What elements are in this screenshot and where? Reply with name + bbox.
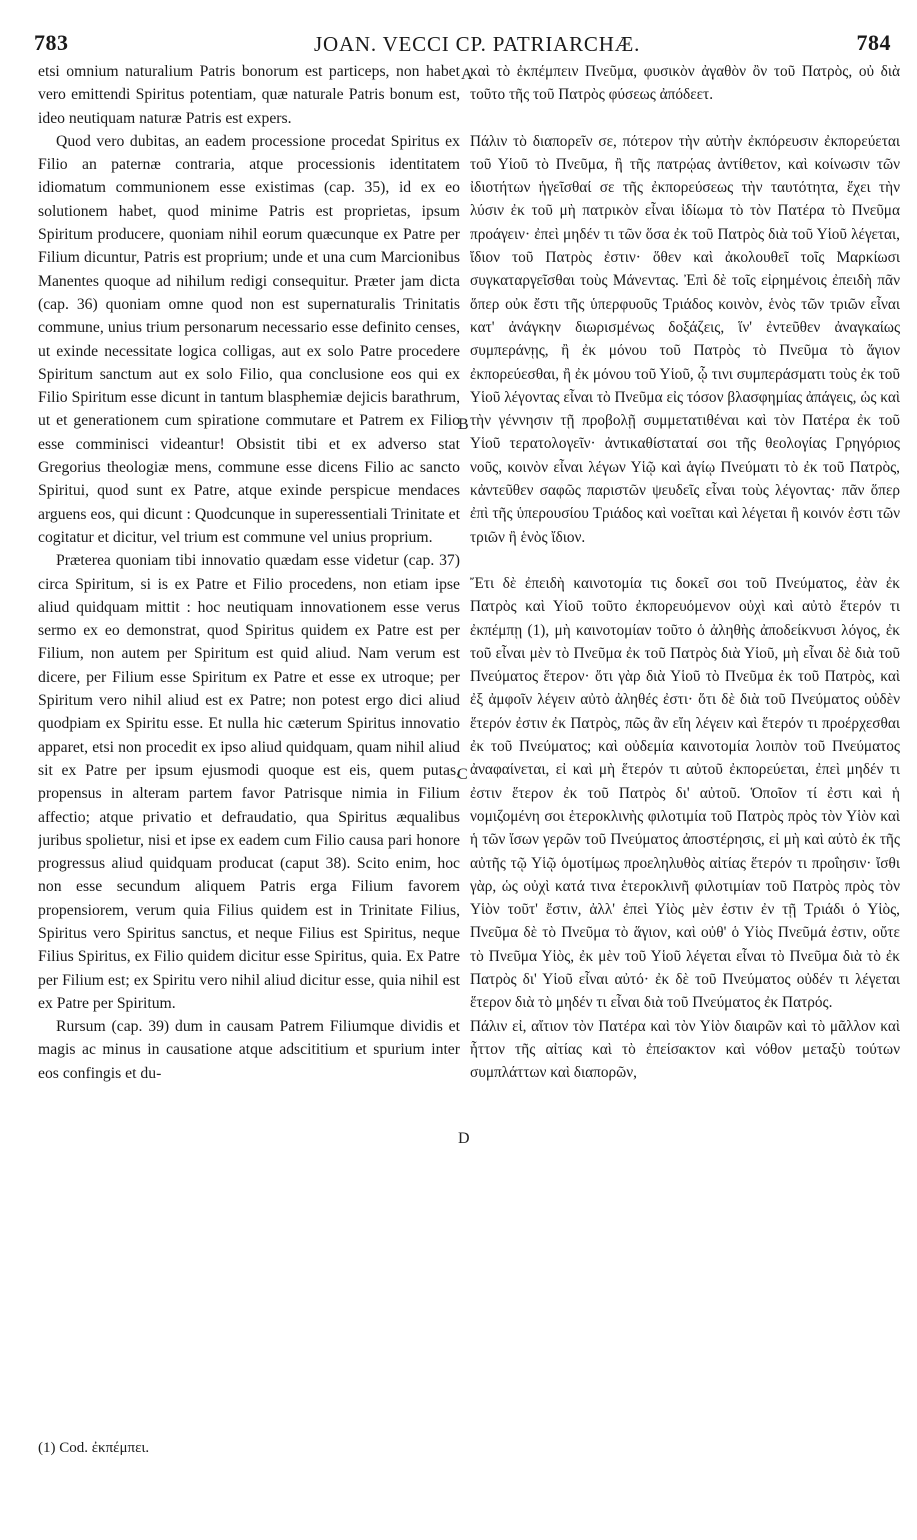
greek-column	[470, 60, 900, 1430]
greek-paragraph: καὶ τὸ ἐκπέμπειν Πνεῦμα, φυσικὸν ἀγαθὸν ὂν τοῦ Πατρὸς, οὐ διὰ τοῦτο τῆς τοῦ Πατρὸς φύσεως ἀπόδεετ.	[470, 63, 900, 104]
latin-paragraph: Rursum (cap. 39) dum in causam Patrem Filiumque dividis et magis ac minus in causatione atque adscititium et spurium inter eos confingis et du-	[38, 1018, 460, 1082]
greek-paragraph: Πάλιν εἰ, αἴτιον τὸν Πατέρα καὶ τὸν Υἱὸν διαιρῶν καὶ τὸ μᾶλλον καὶ ἧττον τῆς αἰτίας καὶ τὸ ἐπείσακτον καὶ νόθον μεταξὺ τούτων συμπλάττων καὶ διαπορῶν,	[470, 1017, 900, 1082]
latin-paragraph: Quod vero dubitas, an eadem processione procedat Spiritus ex Filio an paternæ contraria, atque processionis identitatem idiomatum communionem esse existimas (cap. 35), id ex eo solutionem habet, quod minime Patris est proprietas, ipsum Spiritum producere, quoniam nihil eorum quæcunque ex Patre per Filium dicuntur, Patris est proprium; unde et una cum Marcionibus Manentes quoque ad nihilum redigi consequitur. Præter jam dicta (cap. 36) quoniam omne quod non est supernaturalis Trinitatis commune, unius trium personarum necessario esse definito censes, ut exinde necessitate logica colligas, aut ex solo Patre procedere Spiritum sanctum aut ex solo Filio, qua conclusione eos qui ex Filio Spiritum esse dicunt in tantum blasphemiæ dejicis barathrum, ut et generationem cum spiratione commutare et Patrem ex Filio esse comminisci videantur! Obsistit tibi et ex adverso stat Gregorius theologiæ mens, commune esse dicens Filio ac sancto Spiritui, quod sunt ex Patre, atque exinde perspicue mendaces arguens eos, qui dicunt : Quodcunque in superessentiali Trinitate et cogitatur et dicitur, vel trium est commune vel unius proprium.	[38, 132, 460, 546]
greek-paragraph: Ἔτι δὲ ἐπειδὴ καινοτομία τις δοκεῖ σοι τοῦ Πνεύματος, ἐὰν ἐκ Πατρὸς καὶ Υἱοῦ τοῦτο ἐκπορευόμενον οὐχὶ καὶ αὐτὸ ἕτερόν τι ἐκπέμπῃ (1), μὴ καινοτομίαν τοῦτο ὁ ἀληθὴς ἀποδείκνυσι λόγος, ἐκ τοῦ εἶναι μὲν τὸ Πνεῦμα ἐκ τοῦ Πατρὸς διὰ Υἱοῦ, μὴ εἶναι δὲ διὰ τοῦ Πνεύματος ἕτερον· ὅτι γὰρ διὰ Υἱοῦ τὸ Πνεῦμα ἐκ τοῦ Πατρὸς, καὶ ἐξ ἀμφοῖν λέγειν αὐτὸ ἀληθές ἐστι· ὅτι δὲ διὰ τοῦ Πνεύματος οὐδὲν ἕτερόν ἐστιν ἐκ Πατρὸς, πῶς ἂν εἴη λέγειν καὶ ἕτερόν τι προέρχεσθαι ἐκ τοῦ Πνεύματος; καὶ οὐδεμία καινοτομία λοιπὸν τοῦ Πνεύματος ἀναφαίνεται, εἰ καὶ μὴ ἕτερόν τι αὐτοῦ ἐκπορεύεται, ἐπεὶ μηδέν τι ἐστιν ἕτερον ἐκ τοῦ Πατρὸς δι' αὐτοῦ. Ὁποῖον τί ἐστι καὶ ἡ νομιζομένη σοι ἑτεροκλινὴς φιλοτιμία τοῦ Πατρὸς πρὸς τὸν Υἱὸν καὶ ἡ τῶν ἴσων γερῶν τοῦ Πνεύματος ἀποστέρησις, εἰ μὴ καὶ αὐτὸ ἐκ τῆς αὐτῆς τῷ Υἱῷ ὁμοτίμως προεληλυθὸς αἰτίας ἕτερόν τι προΐησιν· ἴσθι γὰρ, ὡς οὐχὶ κατά τινα ἑτεροκλινῆ φιλοτιμίαν τοῦ Πατρὸς πρὸς τὸν Υἱὸν τοῦτ' ἔστιν, ἀλλ' ἐπεὶ Υἱὸς μὲν ἐστιν ἐν τῇ Τριάδι ὁ Υἱὸς, Πνεῦμα δὲ τὸ Πνεῦμα τὸ ἅγιον, καὶ οὐθ' ὁ Υἱὸς Πνεῦμά ἐστιν, οὔτε τὸ Πνεῦμα Υἱὸς, ἐκ μὲν τοῦ Υἱοῦ λέγεται εἶναι τὸ Πνεῦμα διὰ τὸ ἐκ Πατρὸς δι' Υἱοῦ εἶναι αὐτό· ἐκ δὲ τοῦ Πνεύματος οὐδέν τι λέγεται ἕτερον διὰ τὸ μηδέν τι εἶναι διὰ τοῦ Πνεύματος ἐκ Πατρός.	[470, 574, 900, 1012]
margin-letter-a: A	[461, 66, 473, 83]
margin-letter-b: B	[458, 416, 469, 433]
latin-paragraph: etsi omnium naturalium Patris bonorum est particeps, non habet vero emittendi Spiritus potentiam, quæ naturale Patris bonum est, ideo neutiquam naturæ Patris est expers.	[38, 63, 460, 127]
margin-letter-c: C	[457, 766, 468, 783]
margin-letter-d: D	[458, 1130, 470, 1147]
latin-paragraph: Præterea quoniam tibi innovatio quædam esse videtur (cap. 37) circa Spiritum, si is ex Patre et Filio procedens, non etiam ipse aliud quidquam mittit : hoc neutiquam innovationem esse verus sermo ex eo demonstrat, quod Spiritus quidem ex Patre est per Filium, non autem per Spiritum est quid aliud. Nam verum est dicere, per Filium esse Spiritum ex Patre et esse ex utroque; per Spiritum vero nihil aliud est ex Patre; non potest ergo dici aliud quodpiam ex Spiritu esse. Et nulla hic cæterum Spiritus innovatio apparet, etsi non procedit ex ipso aliud quidquam, quam nihil aliud sit ex Patre per ipsum ejusmodi quoque est eis, quem putas, propensus in alteram partem favor Patrisque nimia in Filium affectio; atque privatio et defraudatio, qua Spiritus æqualibus juribus spolietur, nisi et ipse ex eadem cum Filio causa pari honore progressus aliud quidquam producat (caput 38). Scito enim, hoc non esse secundum aliquem Patris erga Filium favorem propensiorem, verum quia Filius quidem est in Trinitate Filius, Spiritus vero Spiritus sanctus, et neque Filius est Spiritus, neque Filius Spiritus, ex Filio quidem dicitur esse Spiritus, quia. Ex Patre per Filium est; ex Spiritu vero nihil aliud dicitur esse, quia nihil est ex Patre per Spiritum.	[38, 552, 460, 1012]
footnote: (1) Cod. ἐκπέμπει.	[38, 1440, 150, 1456]
greek-paragraph: Πάλιν τὸ διαπορεῖν σε, πότερον τὴν αὐτὴν ἐκπόρευσιν ἐκπορεύεται τοῦ Υἱοῦ τὸ Πνεῦμα, ἢ τῆς πατρῴας ἀντίθετον, καὶ κοίνωσιν τῶν ἰδιοτήτων ἡγεῖσθαί σε τῆς ἐκπορεύσεως τὴν ταυτότητα, ἔχει τὴν λύσιν ἐκ τοῦ μὴ πατρικὸν εἶναι ἰδίωμα τὸ τὸν Πατέρα τὸ Πνεῦμα προάγειν· ἐπεὶ μηδέν τι τῶν ὅσα ἐκ τοῦ Πατρὸς διὰ τοῦ Υἱοῦ λέγεται, ἴδιον τοῦ Πατρὸς ἐστιν· ὅθεν καὶ ἀκολουθεῖ τοῖς Μαρκίωσι συγκαταργεῖσθαι τοὺς Μάνεντας. Ἐπὶ δὲ τοῖς εἰρημένοις ἐπειδὴ πᾶν ὅπερ οὐκ ἔστι τῆς ὑπερφυοῦς Τριάδος κοινὸν, ἑνὸς τῶν τριῶν εἶναι κατ' ἀνάγκην διωρισμένως δοξάζεις, ἵν' ἐντεῦθεν ἀναγκαίως συμπεράνῃς, ἢ ἐκ μόνου τοῦ Πατρὸς τὸ Πνεῦμα τὸ ἅγιον ἐκπορεύεσθαι, ἢ ἐκ μόνου τοῦ Υἱοῦ, ᾧ τινι συμπεράσματι τοὺς ἐκ τοῦ Υἱοῦ λέγοντας εἶναι τὸ Πνεῦμα εἰς τόσον βλασφημίας ἀπάγεις, ὡς καὶ τὴν γέννησιν τῇ προβολῇ συμμετατιθέναι καὶ τὸν Πατέρα ἐκ τοῦ Υἱοῦ τερατολογεῖν· ἀντικαθίσταταί σοι τῆς θεολογίας Γρηγόριος νοῦς, κοινὸν εἶναι λέγων Υἱῷ καὶ ἁγίῳ Πνεύματι τὸ ἐκ τοῦ Πατρὸς, κἀντεῦθεν σαφῶς παριστῶν ψευδεῖς εἶναι τοὺς λέγοντας· πᾶν ὅπερ ἐπὶ τῆς ὑπερουσίου Τριάδος καὶ νοεῖται καὶ λέγεται ἢ κοινόν ἐστι τῶν τριῶν ἢ ἑνὸς ἴδιον.	[470, 132, 900, 546]
page-number-right: 784	[856, 30, 891, 55]
page-number-left: 783	[34, 30, 69, 55]
latin-column	[38, 60, 460, 1430]
page-header	[34, 30, 891, 60]
running-head: JOAN. VECCI CP. PATRIARCHÆ.	[314, 32, 641, 56]
